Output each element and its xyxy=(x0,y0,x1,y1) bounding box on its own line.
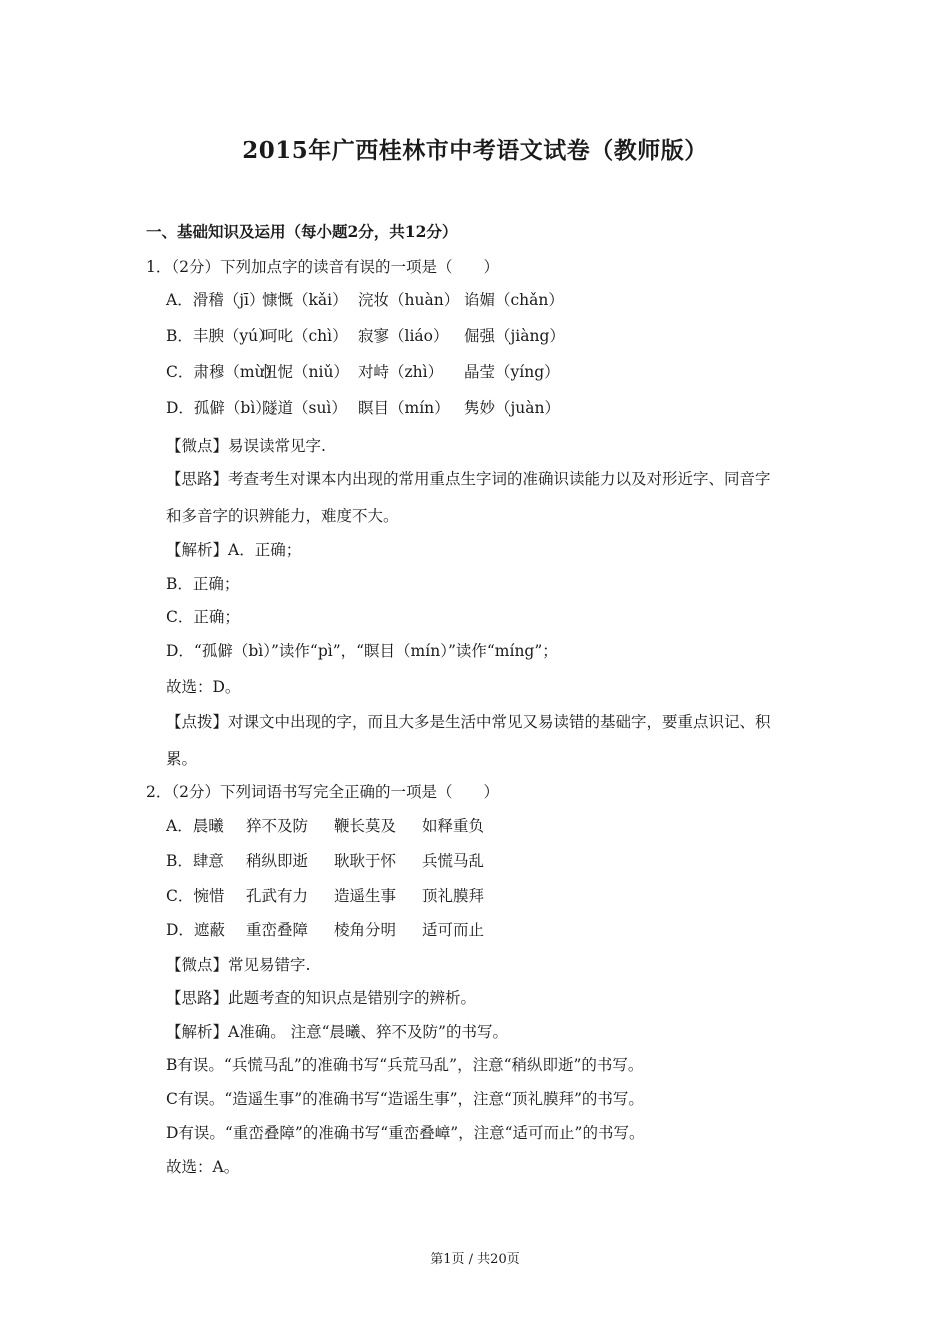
question-1-stem: 1．（2分）下列加点字的读音有误的一项是（ ） xyxy=(146,258,499,276)
question-1-dianbo-cont: 累。 xyxy=(166,750,198,768)
option-word: 寂寥（liáo） xyxy=(358,327,449,345)
option-word: C．惋惜 xyxy=(166,887,225,905)
question-1-option-b xyxy=(166,324,565,346)
option-word: 鞭长莫及 xyxy=(334,817,397,835)
question-1-silu: 【思路】考查考生对课本内出现的常用重点生字词的准确识读能力以及对形近字、同音字 xyxy=(166,470,771,488)
option-word: 重峦叠障 xyxy=(246,921,309,939)
question-1-jiexi-c: C．正确； xyxy=(166,608,240,626)
option-word: 谄媚（chǎn） xyxy=(464,291,564,309)
option-word: 浣妆（huàn） xyxy=(358,291,460,309)
option-word: 棱角分明 xyxy=(334,921,397,939)
question-2-silu: 【思路】此题考查的知识点是错别字的辨析。 xyxy=(166,989,477,1007)
question-1-answer: 故选：D。 xyxy=(166,678,241,696)
option-word: 晶莹（yíng） xyxy=(464,363,560,381)
option-word: 如释重负 xyxy=(422,817,485,835)
option-word: B．肆意 xyxy=(166,852,224,870)
option-word: 对峙（zhì） xyxy=(358,363,444,381)
option-word: 忸怩（niǔ） xyxy=(262,363,349,381)
page-footer: 第1页 / 共20页 xyxy=(430,1252,520,1267)
option-word: 隽妙（juàn） xyxy=(464,399,561,417)
question-1-silu-cont: 和多音字的识辨能力，难度不大。 xyxy=(166,507,399,525)
question-1-jiexi-d: D．“孤僻（bì）”读作“pì”，“瞑目（mín）”读作“míng”； xyxy=(166,642,558,660)
question-1-dianbo: 【点拨】对课文中出现的字，而且大多是生活中常见又易读错的基础字，要重点识记、积 xyxy=(166,713,771,731)
option-word: 瞑目（mín） xyxy=(358,399,450,417)
question-2-weidian: 【微点】常见易错字. xyxy=(166,956,311,974)
question-2-option-a xyxy=(166,814,484,836)
question-1-option-a xyxy=(166,288,564,310)
question-2-option-d xyxy=(166,918,484,940)
option-word: A．滑稽（jī） xyxy=(166,291,265,309)
question-2-jiexi-d: D有误。“重峦叠障”的准确书写“重峦叠嶂”，注意“适可而止”的书写。 xyxy=(166,1124,645,1142)
question-2-jiexi-b: B有误。“兵慌马乱”的准确书写“兵荒马乱”，注意“稍纵即逝”的书写。 xyxy=(166,1056,644,1074)
option-word: 造遥生事 xyxy=(334,887,397,905)
option-word: 倔强（jiàng） xyxy=(464,327,565,345)
option-word: 猝不及防 xyxy=(246,817,309,835)
question-1-option-c xyxy=(166,360,560,382)
option-word: 慷慨（kǎi） xyxy=(262,291,348,309)
option-word: D．遮蔽 xyxy=(166,921,225,939)
option-word: 适可而止 xyxy=(422,921,485,939)
option-word: C．肃穆（mù） xyxy=(166,363,281,381)
question-1-jiexi-b: B．正确； xyxy=(166,575,240,593)
question-2-jiexi-c: C有误。“造遥生事”的准确书写“造谣生事”，注意“顶礼膜拜”的书写。 xyxy=(166,1090,644,1108)
option-word: B．丰腴（yú） xyxy=(166,327,274,345)
section-heading: 一、基础知识及运用（每小题2分，共12分） xyxy=(146,222,458,241)
question-1-option-d xyxy=(166,396,560,418)
question-2-jiexi: 【解析】A准确。 注意“晨曦、猝不及防”的书写。 xyxy=(166,1023,508,1041)
option-word: 稍纵即逝 xyxy=(246,852,309,870)
option-word: 兵慌马乱 xyxy=(422,852,485,870)
page-title: 2015年广西桂林市中考语文试卷（教师版） xyxy=(242,137,708,164)
question-1-weidian: 【微点】易误读常见字. xyxy=(166,437,326,455)
question-2-stem: 2．（2分）下列词语书写完全正确的一项是（ ） xyxy=(146,783,499,801)
option-word: 隧道（suì） xyxy=(262,399,347,417)
question-2-option-c xyxy=(166,884,484,906)
question-1-jiexi: 【解析】A．正确； xyxy=(166,541,302,559)
option-word: D．孤僻（bì） xyxy=(166,399,271,417)
option-word: 呵叱（chì） xyxy=(262,327,348,345)
question-2-option-b xyxy=(166,849,484,871)
option-word: 耿耿于怀 xyxy=(334,852,397,870)
option-word: 孔武有力 xyxy=(246,887,309,905)
option-word: A．晨曦 xyxy=(166,817,224,835)
question-2-answer: 故选：A。 xyxy=(166,1158,240,1176)
option-word: 顶礼膜拜 xyxy=(422,887,485,905)
